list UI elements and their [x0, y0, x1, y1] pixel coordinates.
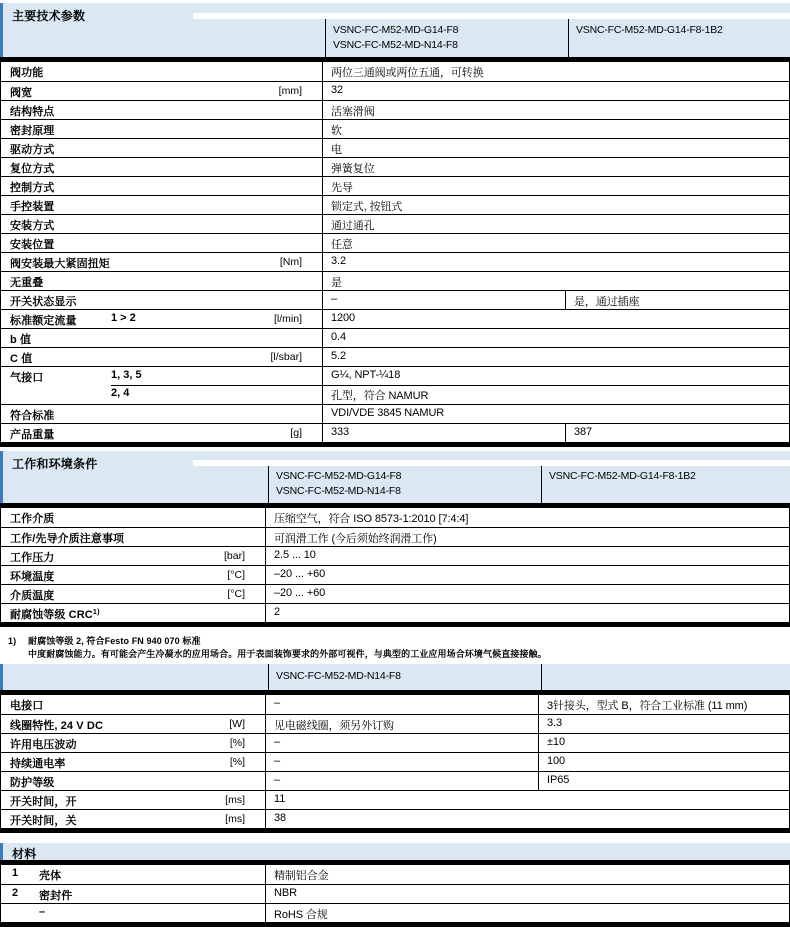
row-label: 结构特点	[10, 106, 55, 118]
table-row	[1, 271, 789, 290]
row-label: –	[39, 906, 46, 918]
table-materials	[0, 843, 790, 927]
table-row	[1, 809, 789, 828]
row-label-cell	[1, 62, 323, 81]
footnote	[0, 635, 790, 661]
table-row	[1, 385, 789, 404]
row-label-cell	[1, 566, 266, 584]
section-title: 主要技术参数	[12, 9, 86, 23]
row-label: 耐腐蚀等级 CRC$^{1)}$	[10, 607, 100, 621]
row-label: 标准额定流量	[10, 315, 77, 327]
row-value: 1200	[331, 312, 356, 324]
table-row	[1, 138, 789, 157]
model-name: VSNC-FC-M52-MD-G14-F8-1B2	[549, 470, 696, 482]
row-value: –	[266, 753, 539, 771]
table-row	[1, 157, 789, 176]
row-unit: [°C]	[227, 569, 245, 581]
row-label-cell	[1, 158, 323, 176]
row-label: 持续通电率	[10, 758, 66, 770]
row-label-cell	[1, 120, 323, 138]
row-unit: [°C]	[227, 588, 245, 600]
model-name: VSNC-FC-M52-MD-G14-F8	[333, 24, 459, 36]
table-row	[1, 508, 789, 527]
row-label: b 值	[10, 334, 32, 346]
table-row	[1, 733, 789, 752]
table-row	[1, 100, 789, 119]
row-value: 11	[274, 793, 286, 805]
row-value: –	[266, 695, 539, 714]
row-label-cell	[1, 508, 266, 527]
row-label: 开关时间，关	[10, 815, 77, 827]
header-models-col2	[549, 469, 696, 484]
table-bottom-border	[0, 622, 790, 627]
row-value: 锁定式, 按钮式	[331, 201, 403, 213]
row-label: 工作介质	[10, 513, 55, 525]
row-unit: [l/sbar]	[270, 351, 302, 363]
rows	[0, 62, 790, 442]
row-label: 控制方式	[10, 182, 55, 194]
row-label: 线圈特性, 24 V DC	[10, 720, 103, 732]
row-number: 2	[12, 887, 19, 899]
row-value: 2	[274, 606, 281, 618]
table-bottom-border	[0, 442, 790, 447]
table-header-band	[0, 843, 790, 860]
row-value: 先导	[331, 182, 353, 194]
row-sublabel: 2, 4	[111, 387, 130, 399]
row-label-cell	[1, 791, 266, 809]
row-label-cell	[1, 604, 266, 622]
row-value: 两位三通阀或两位五通，可转换	[331, 67, 484, 79]
table-operating-conditions	[0, 451, 790, 627]
model-name: VSNC-FC-M52-MD-N14-F8	[276, 485, 401, 497]
row-label-cell	[1, 734, 266, 752]
row-value: 32	[331, 84, 344, 96]
row-label: 安装方式	[10, 220, 55, 232]
row-value: VDI/VDE 3845 NAMUR	[331, 407, 445, 419]
row-value: 精制铝合金	[274, 870, 329, 882]
row-label-cell	[1, 715, 266, 733]
row-value: 333	[323, 424, 566, 442]
row-label: 安装位置	[10, 239, 55, 251]
header-models-col1	[276, 669, 401, 684]
row-label-cell	[1, 547, 266, 565]
row-label: 工作压力	[10, 552, 55, 564]
table-row	[1, 790, 789, 809]
row-value-2: IP65	[547, 774, 570, 786]
row-value-2: 3.3	[547, 717, 562, 729]
row-label-cell	[1, 367, 323, 385]
table-header-band	[0, 664, 790, 690]
table-row	[1, 527, 789, 546]
table-row	[1, 565, 789, 584]
row-label: 密封原理	[10, 125, 55, 137]
row-label-cell	[1, 405, 323, 423]
row-sublabel: 1, 3, 5	[111, 369, 142, 381]
row-value: NBR	[274, 887, 297, 899]
table-row	[1, 119, 789, 138]
row-value-2: 是，通过插座	[574, 296, 640, 308]
row-label: 阀功能	[10, 67, 44, 79]
table-row	[1, 865, 789, 884]
header-models-col1	[276, 469, 401, 499]
row-value: 软	[331, 125, 342, 137]
row-label-cell	[1, 291, 323, 309]
table-row	[1, 252, 789, 271]
footnote-text	[28, 635, 790, 661]
row-unit: [mm]	[278, 85, 302, 97]
row-label-cell	[1, 348, 323, 366]
footnote-line1: 耐腐蚀等级 2, 符合Festo FN 940 070 标准	[28, 636, 201, 646]
row-label-cell	[1, 385, 323, 404]
header-gap	[193, 460, 790, 466]
table-header-band	[0, 451, 790, 503]
column-divider	[325, 19, 326, 57]
row-label-cell	[1, 885, 266, 903]
table-row	[1, 195, 789, 214]
row-label-cell	[1, 753, 266, 771]
row-value: G¼, NPT-¼18	[331, 369, 401, 381]
table-row	[1, 714, 789, 733]
row-label: 复位方式	[10, 163, 55, 175]
row-label-cell	[1, 904, 266, 922]
row-value-2: 3针接头，型式 B，符合工业标准 (11 mm)	[547, 700, 748, 712]
row-value: 可润滑工作 (今后须始终润滑工作)	[274, 533, 437, 545]
table-row	[1, 233, 789, 252]
footnote-marker: 1)	[8, 636, 17, 646]
row-value: 5.2	[331, 350, 346, 362]
row-value: 38	[274, 812, 287, 824]
row-label: 防护等级	[10, 777, 55, 789]
row-label: 开关状态显示	[10, 296, 77, 308]
row-unit: [W]	[229, 718, 245, 730]
column-divider	[568, 19, 569, 57]
table-row	[1, 347, 789, 366]
model-name: VSNC-FC-M52-MD-G14-F8-1B2	[576, 24, 723, 36]
row-unit: [g]	[290, 427, 302, 439]
row-value: –20 ... +60	[274, 568, 326, 580]
row-label: 许用电压波动	[10, 739, 77, 751]
row-label-cell	[1, 272, 323, 290]
row-value: RoHS 合规	[274, 909, 328, 921]
footnote-line2: 中度耐腐蚀能力。有可能会产生冷凝水的应用场合。用于表面装饰要求的外部可视件，与典型的工业应用场合环境气候直接接触。	[28, 649, 547, 659]
row-value: 孔型，符合 NAMUR	[331, 390, 429, 402]
table-electrical	[0, 664, 790, 833]
table-row	[1, 695, 789, 714]
table-row	[1, 404, 789, 423]
row-label-cell	[1, 234, 323, 252]
row-label-cell	[1, 139, 323, 157]
table-bottom-border	[0, 922, 790, 927]
datasheet-page	[0, 3, 790, 927]
header-models-col1	[333, 23, 458, 53]
model-name: VSNC-FC-M52-MD-G14-F8	[276, 470, 402, 482]
row-label-cell	[1, 82, 323, 100]
column-divider	[541, 664, 542, 690]
model-name: VSNC-FC-M52-MD-N14-F8	[333, 39, 458, 51]
row-value-2: ±10	[547, 736, 565, 748]
row-label: 气接口	[10, 372, 44, 384]
row-value: 弹簧复位	[331, 163, 375, 175]
row-label: 工作/先导介质注意事项	[10, 533, 125, 545]
table-row	[1, 752, 789, 771]
table-row	[1, 366, 789, 385]
header-models-col2	[576, 23, 723, 38]
row-value-2: 100	[547, 755, 566, 767]
row-label-cell	[1, 585, 266, 603]
row-label: 阀宽	[10, 87, 33, 99]
row-value: 3.2	[331, 255, 346, 267]
row-label: 符合标准	[10, 410, 55, 422]
row-value: 电	[331, 144, 342, 156]
table-row	[1, 176, 789, 195]
table-row	[1, 290, 789, 309]
section-title: 材料	[12, 847, 37, 861]
row-label-cell	[1, 310, 323, 328]
row-label-cell	[1, 424, 323, 442]
row-label-cell	[1, 101, 323, 119]
row-label: 壳体	[39, 870, 62, 882]
row-label-cell	[1, 865, 266, 884]
row-value: 压缩空气，符合 ISO 8573-1:2010 [7:4:4]	[274, 513, 469, 525]
row-label: 产品重量	[10, 429, 55, 441]
row-label: 介质温度	[10, 590, 55, 602]
table-bottom-border	[0, 828, 790, 833]
table-main-specs	[0, 3, 790, 447]
row-label-cell	[1, 177, 323, 195]
row-label-cell	[1, 772, 266, 790]
table-row	[1, 546, 789, 565]
column-divider	[541, 466, 542, 503]
rows	[0, 865, 790, 922]
row-label: 无重叠	[10, 277, 44, 289]
model-name: VSNC-FC-M52-MD-N14-F8	[276, 670, 401, 682]
row-value: –20 ... +60	[274, 587, 326, 599]
row-value: 是	[331, 277, 342, 289]
row-label: 环境温度	[10, 571, 55, 583]
row-label: C 值	[10, 353, 33, 365]
table-row	[1, 603, 789, 622]
row-label-cell	[1, 196, 323, 214]
row-label: 手控装置	[10, 201, 55, 213]
row-label-cell	[1, 528, 266, 546]
row-unit: [ms]	[225, 794, 245, 806]
row-sublabel: 1 > 2	[111, 312, 136, 324]
table-row	[1, 771, 789, 790]
row-unit: [%]	[229, 756, 245, 768]
rows	[0, 695, 790, 828]
row-value: –	[323, 291, 566, 309]
table-row	[1, 423, 789, 442]
row-value-2: 387	[574, 426, 593, 438]
table-row	[1, 81, 789, 100]
row-label-cell	[1, 810, 266, 828]
row-unit: [l/min]	[273, 313, 302, 325]
row-number: 1	[12, 867, 19, 879]
row-label: 驱动方式	[10, 144, 55, 156]
column-divider	[268, 466, 269, 503]
row-label-cell	[1, 253, 323, 271]
table-row	[1, 309, 789, 328]
row-label: 阀安装最大紧固扭矩	[10, 258, 110, 270]
row-label: 电接口	[10, 700, 44, 712]
row-value: –	[266, 734, 539, 752]
row-unit: [bar]	[223, 550, 245, 562]
section-title: 工作和环境条件	[12, 457, 98, 471]
table-row	[1, 884, 789, 903]
row-value: 2.5 ... 10	[274, 549, 316, 561]
table-row	[1, 62, 789, 81]
header-gap	[193, 13, 790, 19]
row-label-cell	[1, 695, 266, 714]
row-label-cell	[1, 215, 323, 233]
table-header-band	[0, 3, 790, 57]
row-value: 0.4	[331, 331, 346, 343]
row-value: 任意	[331, 239, 353, 251]
table-row	[1, 328, 789, 347]
table-row	[1, 214, 789, 233]
row-value: –	[266, 772, 539, 790]
row-label: 密封件	[39, 890, 73, 902]
column-divider	[268, 664, 269, 690]
row-value: 活塞滑阀	[331, 106, 375, 118]
row-unit: [%]	[229, 737, 245, 749]
row-value: 通过通孔	[331, 220, 375, 232]
row-unit: [Nm]	[279, 256, 302, 268]
table-row	[1, 584, 789, 603]
row-label-cell	[1, 329, 323, 347]
row-label: 开关时间，开	[10, 796, 77, 808]
table-row	[1, 903, 789, 922]
rows	[0, 508, 790, 622]
row-value: 见电磁线圈，须另外订购	[266, 715, 539, 733]
row-unit: [ms]	[225, 813, 245, 825]
